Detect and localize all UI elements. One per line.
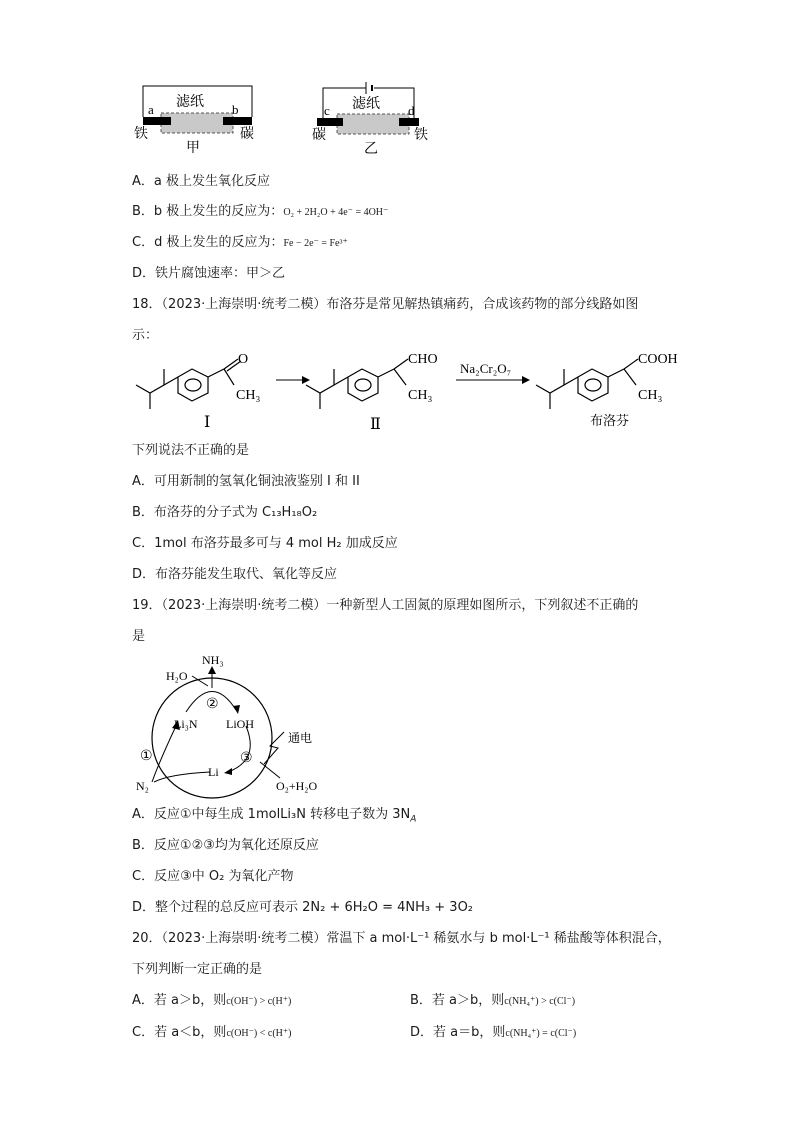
compound-II-CH3: CH₃ (408, 388, 433, 403)
q20-stem-line2: 下列判断一定正确的是 (132, 962, 263, 977)
q20-option-b-prefix: B．若 a＞b，则 (410, 993, 505, 1008)
compound-I-CH3: CH₃ (236, 388, 261, 403)
q19-option-a (132, 806, 416, 829)
q19-option-c: C．反应③中 O₂ 为氧化产物 (132, 869, 294, 884)
ibuprofen-CH3: CH₃ (638, 388, 663, 403)
q19-stem-line1: 19．（2023·上海崇明·统考二模）一种新型人工固氮的原理如图所示，下列叙述不正确的 (132, 598, 639, 613)
q19-option-d: D．整个过程的总反应可表示 2N₂ + 6H₂O = 4NH₃ + 3O₂ (132, 900, 474, 915)
label-step-3: ③ (240, 750, 253, 766)
label-li: Li (208, 765, 219, 779)
q20-option-d (410, 1024, 576, 1043)
label-o2-h2o: O₂+H₂O (276, 779, 318, 793)
q17-option-d: D．铁片腐蚀速率：甲＞乙 (132, 266, 286, 281)
yi-label-c: c (324, 103, 330, 118)
yi-caption: 乙 (364, 141, 378, 157)
compound-II-CHO: CHO (408, 352, 438, 367)
q20-option-d-prefix: D．若 a＝b，则 (410, 1025, 506, 1040)
yi-right-electrode: 铁 (414, 127, 428, 143)
compound-II-structure (306, 359, 408, 409)
q17-option-c (132, 234, 348, 253)
nitrogen-fixation-cycle (130, 650, 340, 800)
jia-left-electrode: 铁 (134, 126, 148, 142)
q20-option-a-equation: c(OH⁻) > c(H⁺) (226, 996, 292, 1007)
q17-option-b-equation: O₂ + 2H₂O + 4e⁻ = 4OH⁻ (283, 207, 389, 218)
q18-option-c: C．1mol 布洛芬最多可与 4 mol H₂ 加成反应 (132, 536, 398, 551)
q18-option-a: A．可用新制的氢氧化铜浊液鉴别 I 和 II (132, 474, 360, 489)
label-compound-I: Ⅰ (204, 414, 211, 431)
q20-stem-line1: 20．（2023·上海崇明·统考二模）常温下 a mol·L⁻¹ 稀氨水与 b mol·L⁻¹ 稀盐酸等体积混合， (132, 931, 671, 946)
reagent-label: Na₂Cr₂O₇ (460, 361, 512, 376)
yi-left-electrode: 碳 (312, 127, 326, 143)
q20-option-b (410, 992, 575, 1011)
label-h2o: H₂O (166, 669, 188, 683)
yi-label-d: d (408, 103, 415, 118)
compound-I-structure (136, 359, 241, 409)
label-nh3: NH₃ (202, 653, 224, 667)
q18-option-b: B．布洛芬的分子式为 C₁₃H₁₈O₂ (132, 505, 318, 520)
compound-I-O: O (238, 352, 249, 367)
q20-option-a (132, 992, 291, 1011)
q20-option-d-equation: c(NH₄⁺) = c(Cl⁻) (505, 1028, 577, 1039)
jia-label-b: b (232, 102, 239, 117)
q19-option-b: B．反应①②③均为氧化还原反应 (132, 838, 319, 853)
jia-label-a: a (148, 102, 154, 117)
q17-option-c-prefix: C．d 极上发生的反应为： (132, 235, 284, 250)
q20-option-c (132, 1024, 292, 1043)
q18-stem-line2: 示： (132, 328, 159, 343)
label-compound-II: Ⅱ (370, 416, 381, 433)
jia-paper-label: 滤纸 (176, 94, 204, 110)
yi-paper-label: 滤纸 (352, 96, 380, 112)
q17-option-b (132, 203, 388, 222)
ibuprofen-COOH: COOH (638, 352, 678, 367)
label-step-2: ② (206, 696, 219, 712)
jia-caption: 甲 (186, 140, 200, 156)
q19-stem-line2: 是 (132, 629, 146, 644)
label-ibuprofen: 布洛芬 (590, 414, 630, 429)
q18-question: 下列说法不正确的是 (132, 443, 250, 458)
label-power: 通电 (288, 731, 313, 745)
q17-option-a: A．a 极上发生氧化反应 (132, 174, 270, 189)
figure-yi (306, 78, 446, 158)
ibuprofen-structure (536, 359, 638, 409)
q19-option-a-text: A．反应①中每生成 1molLi₃N 转移电子数为 3N (132, 807, 411, 822)
label-lioh: LiOH (226, 717, 254, 731)
label-n2: N₂ (136, 779, 149, 793)
jia-right-electrode: 碳 (240, 126, 254, 142)
q18-stem-line1: 18．（2023·上海崇明·统考二模）布洛芬是常见解热镇痛药，合成该药物的部分线路如图 (132, 297, 639, 312)
q17-option-b-prefix: B．b 极上发生的反应为： (132, 204, 284, 219)
q18-option-d: D．布洛芬能发生取代、氧化等反应 (132, 567, 338, 582)
label-li3n: Li₃N (174, 717, 198, 731)
q18-synthesis-scheme (130, 345, 700, 435)
q17-option-c-equation: Fe − 2e⁻ = Fe³⁺ (283, 238, 348, 249)
q20-option-b-equation: c(NH₄⁺) > c(Cl⁻) (504, 996, 576, 1007)
q19-option-a-subscript: A (410, 814, 417, 825)
q20-option-c-prefix: C．若 a＜b，则 (132, 1025, 227, 1040)
figure-jia (130, 82, 270, 157)
q20-option-c-equation: c(OH⁻) < c(H⁺) (226, 1028, 292, 1039)
q20-option-a-prefix: A．若 a＞b，则 (132, 993, 227, 1008)
label-step-1: ① (140, 748, 153, 764)
